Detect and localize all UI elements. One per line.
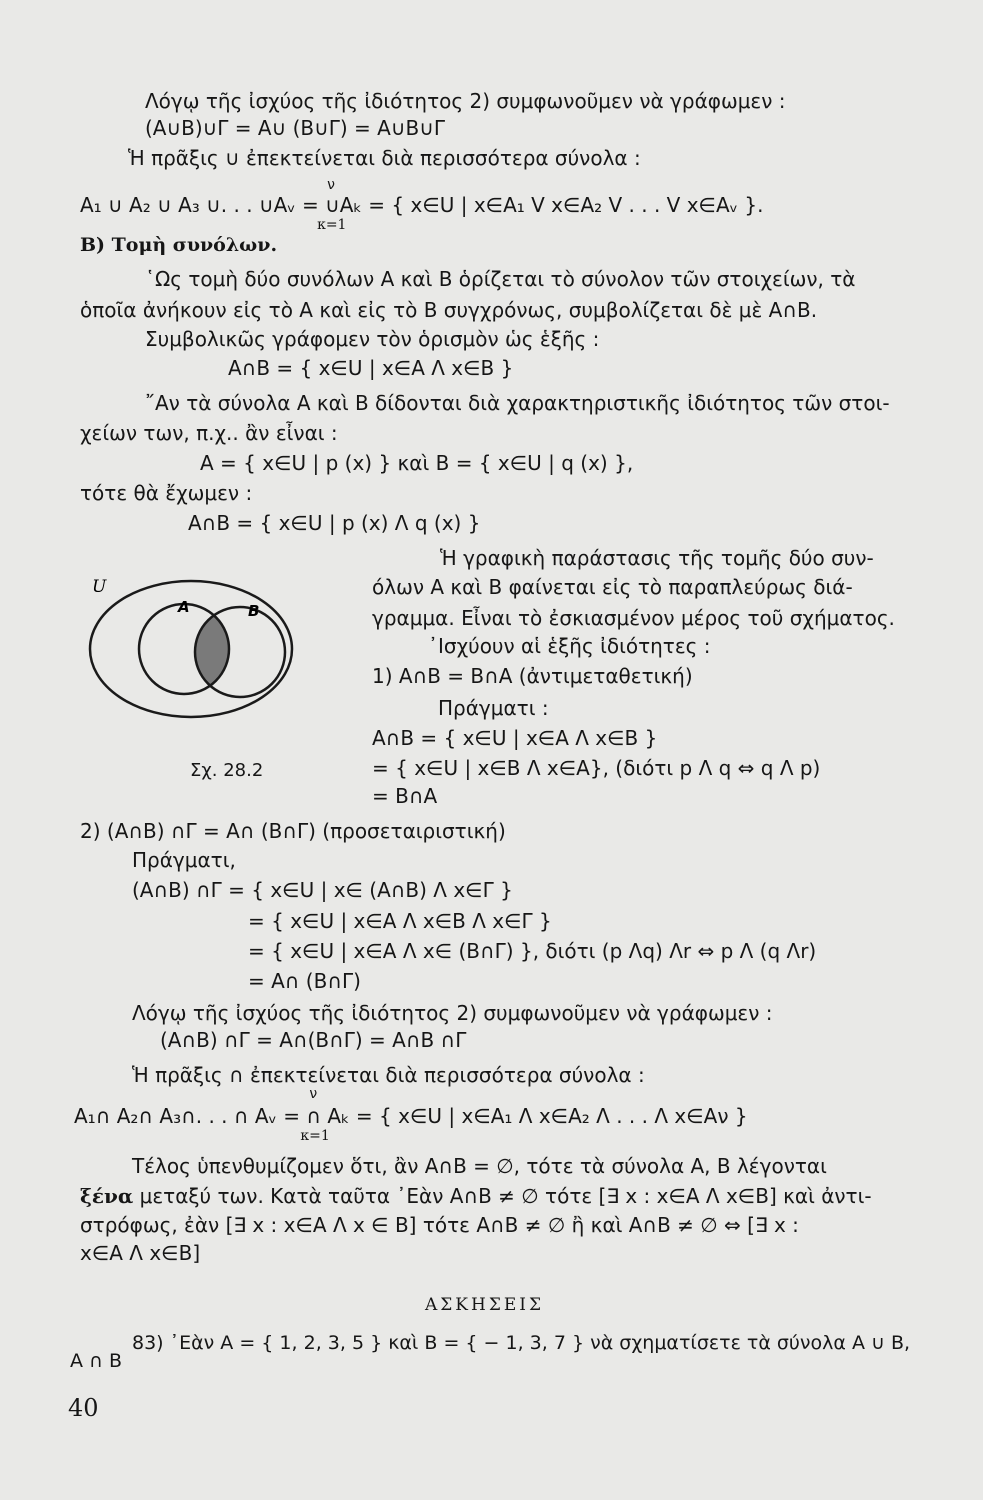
text-line: γραμμα. Εἶναι τὸ ἐσκιασμένον μέρος τοῦ σχήματος. xyxy=(372,606,895,630)
page-number: 40 xyxy=(68,1394,99,1422)
text-line: χείων των, π.χ.. ἂν εἶναι : xyxy=(80,421,338,445)
formula-part: = { x∈U | x∈A₁ V x∈A₂ V . . . V x∈Aᵥ }. xyxy=(361,193,764,217)
venn-diagram xyxy=(82,572,300,722)
section-heading: Β) Τομὴ συνόλων. xyxy=(80,234,278,256)
text-line: τότε θὰ ἔχωμεν : xyxy=(80,481,253,505)
lower-limit: κ=1 xyxy=(300,1128,330,1144)
upper-limit: ν xyxy=(309,1086,318,1102)
text-line: ῾Ως τομὴ δύο συνόλων A καὶ B ὁρίζεται τὸ σύνολον τῶν στοιχείων, τὰ xyxy=(145,267,856,291)
text-fragment: μεταξύ των. Κατὰ ταῦτα ᾿Εὰν A∩B ≠ ∅ τότε [∃ x : x∈A Λ x∈B] καὶ ἀντι- xyxy=(133,1184,872,1208)
formula-part: A₁ ∪ A₂ ∪ A₃ ∪. . . ∪Aᵥ = xyxy=(80,193,326,217)
upper-limit: ν xyxy=(327,177,335,193)
formula-union-assoc: (A∪B)∪Γ = A∪ (B∪Γ) = A∪B∪Γ xyxy=(145,116,445,140)
text-line: Λόγῳ τῆς ἰσχύος τῆς ἰδιότητος 2) συμφωνοῦμεν νὰ γράφωμεν : xyxy=(145,89,786,113)
union-operator xyxy=(317,177,362,233)
label-b: B xyxy=(248,602,260,620)
formula-union-general xyxy=(80,177,764,233)
formula-sets-def: A = { x∈U | p (x) } καὶ B = { x∈U | q (x) }, xyxy=(200,451,634,475)
text-line: στρόφως, ἐὰν [∃ x : x∈A Λ x ∈ B] τότε A∩B ≠ ∅ ἢ καὶ A∩B ≠ ∅ ⇔ [∃ x : xyxy=(80,1213,799,1237)
formula-intersection-general xyxy=(74,1086,748,1144)
formula-intersection-pq: A∩B = { x∈U | p (x) Λ q (x) } xyxy=(188,511,481,535)
text-line: Ἡ πρᾶξις ∪ ἐπεκτείνεται διὰ περισσότερα σύνολα : xyxy=(128,146,641,170)
proof-line: = A∩ (B∩Γ) xyxy=(248,969,361,993)
text-line xyxy=(80,1183,872,1209)
exercise-83: 83) ᾿Εὰν A = { 1, 2, 3, 5 } καὶ B = { − 1, 3, 7 } νὰ σχηματίσετε τὰ σύνολα A ∪ B, xyxy=(132,1332,911,1354)
text-line: Ἡ γραφικὴ παράστασις τῆς τομῆς δύο συν- xyxy=(440,546,874,570)
emphasis-term: ξένα xyxy=(80,1184,134,1208)
text-line: x∈A Λ x∈B] xyxy=(80,1241,201,1265)
exercises-heading: ΑΣΚΗΣΕΙΣ xyxy=(425,1295,544,1315)
text-line: ᾿Ισχύουν αἱ ἑξῆς ἰδιότητες : xyxy=(428,634,711,658)
proof-line: = { x∈U | x∈A Λ x∈B Λ x∈Γ } xyxy=(248,909,552,933)
formula-part: ∪Aₖ xyxy=(325,193,362,217)
label-a: A xyxy=(178,598,190,616)
formula-intersection-def: A∩B = { x∈U | x∈A Λ x∈B } xyxy=(228,356,514,380)
lower-limit: κ=1 xyxy=(317,217,347,233)
proof-line: A∩B = { x∈U | x∈A Λ x∈B } xyxy=(372,726,658,750)
intersection-operator xyxy=(300,1086,350,1144)
formula-intersection-assoc: (A∩B) ∩Γ = A∩(B∩Γ) = A∩B ∩Γ xyxy=(160,1028,467,1052)
text-line: Συμβολικῶς γράφομεν τὸν ὁρισμὸν ὡς ἑξῆς : xyxy=(145,327,600,351)
proof-line: (A∩B) ∩Γ = { x∈U | x∈ (A∩B) Λ x∈Γ } xyxy=(132,878,513,902)
text-line: ῎Αν τὰ σύνολα A καὶ B δίδονται διὰ χαρακτηριστικῆς ἰδιότητος τῶν στοι- xyxy=(145,391,890,415)
text-line: Πράγματι, xyxy=(132,848,236,872)
text-line: ὁποῖα ἀνήκουν εἰς τὸ A καὶ εἰς τὸ B συγχρόνως, συμβολίζεται δὲ μὲ A∩B. xyxy=(80,298,818,322)
formula-part: A₁∩ A₂∩ A₃∩. . . ∩ Aᵥ = xyxy=(74,1104,307,1128)
proof-line: = { x∈U | x∈B Λ x∈A}, (διότι p Λ q ⇔ q Λ p) xyxy=(372,756,821,780)
text-line: Ἡ πρᾶξις ∩ ἐπεκτείνεται διὰ περισσότερα σύνολα : xyxy=(132,1063,645,1087)
proof-line: = B∩A xyxy=(372,784,438,808)
text-line: όλων A καὶ B φαίνεται εἰς τὸ παραπλεύρως διά- xyxy=(372,575,853,599)
figure-caption: Σχ. 28.2 xyxy=(190,760,264,781)
text-line: Λόγῳ τῆς ἰσχύος τῆς ἰδιότητος 2) συμφωνοῦμεν νὰ γράφωμεν : xyxy=(132,1001,773,1025)
property-commutative: 1) A∩B = B∩A (ἀντιμεταθετική) xyxy=(372,664,693,688)
formula-part: = { x∈U | x∈A₁ Λ x∈A₂ Λ . . . Λ x∈Aν } xyxy=(349,1104,748,1128)
universe-ellipse xyxy=(90,581,292,717)
exercise-83-cont: A ∩ B xyxy=(70,1350,123,1372)
label-u: U xyxy=(92,577,107,597)
text-line: Τέλος ὑπενθυμίζομεν ὅτι, ἂν A∩B = ∅, τότε τὰ σύνολα A, B λέγονται xyxy=(132,1154,827,1178)
formula-part: ∩ Aₖ xyxy=(306,1104,350,1128)
property-associative: 2) (A∩B) ∩Γ = A∩ (B∩Γ) (προσεταιριστική) xyxy=(80,819,506,843)
text-line: Πράγματι : xyxy=(438,696,549,720)
proof-line: = { x∈U | x∈A Λ x∈ (B∩Γ) }, διότι (p Λq) Λr ⇔ p Λ (q Λr) xyxy=(248,939,817,963)
